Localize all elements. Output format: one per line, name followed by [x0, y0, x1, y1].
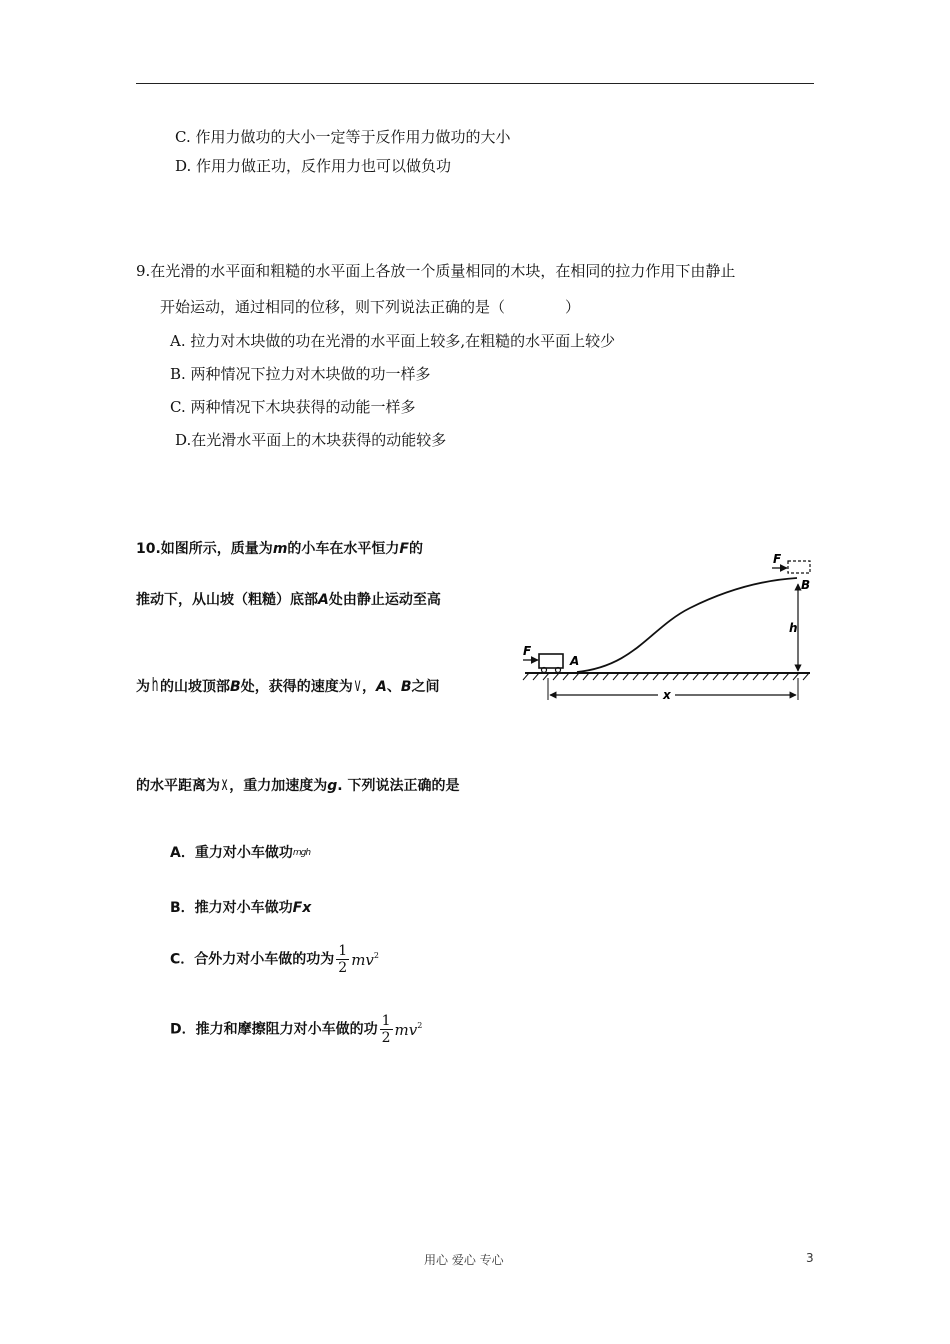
q10-stem-line4: 的水平距离为x ，重力加速度为g. 下列说法正确的是: [136, 773, 460, 795]
ground-hatching: [523, 673, 809, 680]
label-A: A: [570, 654, 580, 668]
cart-bottom: [539, 654, 563, 668]
q10-option-d: D．推力和摩擦阻力对小车做的功 $\frac{1}{2}$ $mv^2$: [170, 1013, 423, 1046]
label-F-bottom: F: [523, 644, 532, 658]
label-x: x: [663, 688, 671, 702]
page-number: 3: [806, 1251, 814, 1265]
q10-stem-line1: 10.如图所示，质量为m的小车在水平恒力F的: [136, 541, 423, 557]
fraction-one-half: $\frac{1}{2}$: [338, 943, 348, 976]
cart-top-dashed: [788, 561, 810, 573]
q8-option-c: C. 作用力做功的大小一定等于反作用力做功的大小: [175, 128, 511, 146]
label-B: B: [801, 578, 811, 592]
hill-figure: [515, 548, 815, 708]
q8-option-d: D. 作用力做正功，反作用力也可以做负功: [175, 157, 452, 175]
q10-option-a-expr: mgh: [292, 848, 311, 858]
q9-stem-line1: 9.在光滑的水平面和粗糙的水平面上各放一个质量相同的木块，在相同的拉力作用下由静止: [136, 262, 736, 280]
q9-stem-line2: 开始运动，通过相同的位移，则下列说法正确的是（ ）: [160, 298, 581, 316]
q9-option-d: D.在光滑水平面上的木块获得的动能较多: [175, 431, 447, 449]
q10-option-c: C．合外力对小车做的功为 $\frac{1}{2}$ $mv^2$: [170, 943, 379, 976]
header-rule: [136, 83, 814, 84]
q9-option-a: A. 拉力对木块做的功在光滑的水平面上较多,在粗糙的水平面上较少: [170, 332, 616, 350]
label-F-top: F: [773, 552, 782, 566]
fraction-one-half: $\frac{1}{2}$: [381, 1013, 391, 1046]
q10-stem-line3: 为h 的山坡顶部B处，获得的速度为v ，A、B之间: [136, 674, 440, 696]
footer-slogan: 用心 爱心 专心: [424, 1253, 504, 1267]
q10-option-b: B．推力对小车做功Fx: [170, 900, 312, 916]
q9-option-b: B. 两种情况下拉力对木块做的功一样多: [170, 365, 431, 383]
hill-curve: [577, 578, 797, 672]
q10-stem-line2: 推动下，从山坡（粗糙）底部A处由静止运动至高: [136, 592, 441, 608]
label-h: h: [789, 621, 798, 635]
q9-option-c: C. 两种情况下木块获得的动能一样多: [170, 398, 416, 416]
q10-option-a: A．重力对小车做功mgh: [170, 845, 311, 861]
